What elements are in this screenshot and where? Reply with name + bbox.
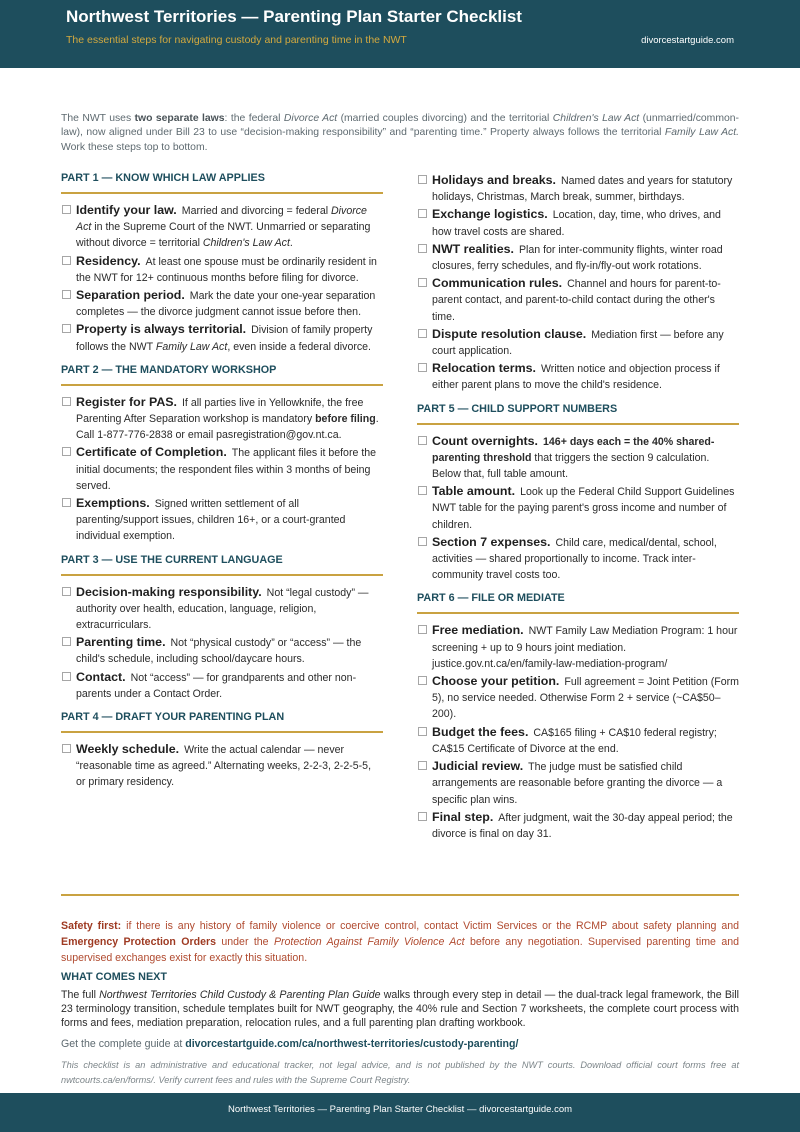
item-title: Choose your petition. (432, 674, 560, 689)
item-title: Contact. (76, 669, 126, 684)
item-title: Residency. (76, 253, 141, 268)
checklist-item[interactable] (417, 433, 739, 483)
item-title: Count overnights. (432, 433, 539, 448)
intro-italic: Children's Law Act (552, 113, 640, 124)
part-3-heading: PART 3 — USE THE CURRENT LANGUAGE (61, 554, 383, 576)
safety-text: before any negotiation. Supervised parenting time and supervised exchanges exist for exactly this situation. (61, 936, 739, 964)
checklist-item[interactable] (61, 321, 383, 354)
checkbox[interactable] (418, 727, 427, 736)
item-title: Relocation terms. (432, 361, 536, 376)
item-text: Channel and hours for parent-to-parent contact, and parent-to-child contact during the other's time. (432, 278, 721, 323)
item-title: Table amount. (432, 484, 516, 499)
item-text: If all parties live in Yellowknife, the free Parenting After Separation workshop is mandatory (76, 396, 364, 426)
checklist-item[interactable] (417, 360, 739, 393)
item-text: Write the actual calendar — never “reasonable time as agreed.” Alternating weeks, 2-2-3, 2-2-5-5, or primary residency. (76, 744, 372, 789)
checkbox[interactable] (418, 761, 427, 770)
intro-italic: Family Law Act. (664, 127, 739, 139)
right-column (417, 172, 739, 843)
item-text: The judge must be satisfied child arrangements are reasonable before granting the divorce — a specific plan wins. (432, 761, 723, 806)
intro-text: (married couples divorcing) and the territorial (337, 113, 553, 124)
part-4-heading: PART 4 — DRAFT YOUR PARENTING PLAN (61, 711, 383, 733)
item-title: Decision-making responsibility. (76, 584, 262, 599)
what-comes-next-text (61, 988, 739, 1030)
guide-link[interactable]: divorcestartguide.com/ca/northwest-territories/custody-parenting/ (185, 1038, 519, 1050)
checkbox[interactable] (418, 175, 427, 184)
disclaimer: This checklist is an administrative and educational tracker, not legal advice, and is not published by the NWT courts. Download official court forms free at nwtcourts.ca/en/forms/. Verify current fees and rules with the Supreme Court Registry. (61, 1060, 739, 1085)
intro-text: : the federal (224, 113, 284, 124)
checklist-item[interactable] (61, 495, 383, 545)
item-title: Free mediation. (432, 623, 524, 638)
checklist-item[interactable] (417, 809, 739, 842)
checkbox[interactable] (62, 447, 71, 456)
checkbox[interactable] (62, 205, 71, 214)
next-text: walks through every step in detail — the dual-track legal framework, the Bill 23 terminology transition, schedule templates built for NWT geography, the 40% rule and Section 7 worksheets, the complete court process with forms and fees, mediation preparation, relocation rules, and a full parenting plan drafting workbook. (61, 989, 739, 1029)
item-text: Named dates and years for statutory holidays, Christmas, March break, summer, birthdays. (432, 175, 733, 204)
item-title: Weekly schedule. (76, 742, 180, 757)
item-text: Location, day, time, who drives, and how travel costs are shared. (432, 209, 721, 238)
item-text: At least one spouse must be ordinarily resident in the NWT for 12+ continuous months before filing for divorce. (76, 255, 377, 284)
item-text: Not “access” — for grandparents and other non-parents under a Contact Order. (76, 671, 357, 700)
checklist-item[interactable] (61, 287, 383, 320)
item-text: Signed written settlement of all parenting/support issues, children 16+, or a court-granted individual exemption. (76, 498, 346, 543)
item-title: Dispute resolution clause. (432, 326, 587, 341)
item-italic: Children's Law Act (202, 237, 290, 250)
guide-prefix: Get the complete guide at (61, 1038, 186, 1050)
checklist-item[interactable] (61, 584, 383, 634)
item-text: that triggers the section 9 calculation. Below that, full table amount. (432, 451, 710, 481)
checklist-item[interactable] (417, 724, 739, 757)
header-site: divorcestartguide.com (641, 35, 734, 46)
left-column (61, 172, 383, 792)
item-text: Look up the Federal Child Support Guidelines NWT table for the paying parent's gross income and number of children. (432, 486, 735, 531)
checkbox[interactable] (418, 278, 427, 287)
item-text: Child care, medical/dental, school, activities — shared proportionally to income. Track inter-community travel costs too. (432, 536, 717, 582)
intro-bold: two separate laws (134, 113, 225, 124)
checkbox[interactable] (418, 676, 427, 685)
item-text: Not “legal custody” — authority over health, education, language, religion, extracurriculars. (76, 586, 369, 632)
checkbox[interactable] (418, 537, 427, 546)
section-divider (61, 894, 739, 896)
item-text: Not “physical custody” or “access” — the child's schedule, including school/daycare hours. (76, 637, 362, 666)
item-italic: Divorce Act (76, 205, 367, 234)
item-title: Exemptions. (76, 496, 150, 511)
intro-text: Work these steps top to bottom. (61, 141, 208, 153)
checklist-item[interactable] (417, 758, 739, 808)
safety-notice (61, 918, 739, 966)
checkbox[interactable] (418, 436, 427, 445)
item-text: , even inside a federal divorce. (227, 340, 372, 353)
item-title: Exchange logistics. (432, 207, 548, 222)
item-title: Budget the fees. (432, 724, 529, 739)
checklist-item[interactable] (417, 534, 739, 584)
item-title: Holidays and breaks. (432, 173, 556, 187)
part-5-heading: PART 5 — CHILD SUPPORT NUMBERS (417, 403, 739, 425)
item-text: Mark the date your one-year separation completes — the divorce judgment cannot issue before then. (76, 290, 376, 319)
item-title: Identify your law. (76, 203, 177, 217)
safety-text: under the (216, 936, 274, 948)
checkbox[interactable] (62, 498, 71, 507)
checkbox[interactable] (418, 209, 427, 218)
page-subtitle: The essential steps for navigating custody and parenting time in the NWT (66, 34, 407, 46)
part-1-heading: PART 1 — KNOW WHICH LAW APPLIES (61, 172, 383, 194)
checkbox[interactable] (418, 244, 427, 253)
next-text: The full (61, 989, 100, 1001)
checkbox[interactable] (418, 363, 427, 372)
checkbox[interactable] (62, 397, 71, 406)
item-text: Mediation first — before any court application. (432, 328, 724, 358)
item-bold: 146+ days each = the 40% shared-parenting threshold (432, 435, 715, 464)
item-text: Plan for inter-community flights, winter road closures, ferry schedules, and fly-in/fly-out work rotations. (432, 243, 723, 273)
item-text: Division of family property follows the NWT (76, 324, 373, 353)
intro-paragraph (61, 112, 739, 155)
item-text: CA$165 filing + CA$10 federal registry; CA$15 Certificate of Divorce at the end. (432, 726, 717, 755)
checklist-item[interactable] (61, 741, 383, 791)
item-text: After judgment, wait the 30-day appeal period; the divorce is final on day 31. (432, 811, 733, 840)
item-text: . (289, 237, 293, 250)
checklist-item[interactable] (417, 172, 739, 205)
checkbox[interactable] (62, 637, 71, 646)
checklist-item[interactable] (417, 622, 739, 672)
item-title: Section 7 expenses. (432, 534, 551, 549)
page-title: Northwest Territories — Parenting Plan Starter Checklist (66, 7, 522, 26)
checklist-item[interactable] (417, 673, 739, 723)
checklist-item[interactable] (417, 241, 739, 274)
checklist-item[interactable] (61, 444, 383, 494)
footer-text: Northwest Territories — Parenting Plan Starter Checklist — divorcestartguide.com (227, 1104, 573, 1115)
safety-text: if there is any history of family violence or coercive control, contact Victim Services or the RCMP about safety planning and (121, 920, 739, 932)
item-title: NWT realities. (432, 241, 514, 256)
safety-label: Safety first: (61, 920, 122, 932)
header-banner (0, 0, 800, 68)
guide-title: Northwest Territories Child Custody & Parenting Plan Guide (99, 989, 381, 1001)
what-comes-next-heading: WHAT COMES NEXT (61, 971, 167, 983)
checkbox[interactable] (418, 486, 427, 495)
item-text: The applicant files it before the initial documents; the respondent files within 3 months of being served. (76, 447, 377, 492)
part-6-heading: PART 6 — FILE OR MEDIATE (417, 592, 739, 614)
checkbox[interactable] (62, 744, 71, 753)
checklist-item[interactable] (61, 253, 383, 286)
item-title: Register for PAS. (76, 394, 177, 409)
intro-italic: Divorce Act (283, 113, 338, 124)
checkbox[interactable] (62, 324, 71, 333)
item-title: Property is always territorial. (76, 322, 247, 337)
item-text: Married and divorcing = federal (181, 205, 332, 217)
checklist-item[interactable] (417, 206, 739, 239)
item-title: Separation period. (76, 288, 185, 303)
item-text: NWT Family Law Mediation Program: 1 hour screening + up to 9 hours joint mediation. justice.gov.nt.ca/en/family-law-mediation-program/ (432, 625, 738, 670)
item-text: Written notice and objection process if either parent plans to move the child's residence. (432, 363, 720, 392)
checkbox[interactable] (418, 329, 427, 338)
item-title: Final step. (432, 809, 494, 824)
item-title: Communication rules. (432, 276, 563, 291)
safety-bold: Emergency Protection Orders (61, 936, 216, 948)
item-text: . Call 1-877-776-2838 or email pasregistration@gov.nt.ca. (76, 413, 379, 442)
checklist-item[interactable] (417, 483, 739, 533)
checklist-item[interactable] (61, 669, 383, 702)
guide-link-line (61, 1038, 518, 1050)
checkbox[interactable] (418, 812, 427, 821)
part-2-heading: PART 2 — THE MANDATORY WORKSHOP (61, 364, 383, 386)
checkbox[interactable] (418, 625, 427, 634)
intro-text: (unmarried/common-law), now aligned under Bill 23 to use “decision-making responsibility” and “parenting time.” Property always follows the territorial (61, 113, 740, 139)
item-bold: before filing (315, 413, 376, 426)
item-title: Certificate of Completion. (76, 445, 227, 460)
checklist-item[interactable] (61, 202, 383, 252)
footer-banner (0, 1093, 800, 1132)
safety-italic: Protection Against Family Violence Act (273, 936, 465, 948)
item-text: in the Supreme Court of the NWT. Unmarried or separating without divorce = territorial (76, 221, 371, 250)
item-italic: Family Law Act (155, 340, 228, 353)
checkbox[interactable] (62, 290, 71, 299)
checkbox[interactable] (62, 256, 71, 265)
item-text: Full agreement = Joint Petition (Form 5), no service needed. Otherwise Form 2 + service (~CA$50–200). (432, 676, 739, 721)
checklist-item[interactable] (61, 634, 383, 667)
item-title: Parenting time. (76, 635, 166, 650)
checklist-item[interactable] (417, 275, 739, 325)
intro-text: The NWT uses (61, 113, 135, 124)
checklist-item[interactable] (417, 326, 739, 359)
checkbox[interactable] (62, 587, 71, 596)
checkbox[interactable] (62, 672, 71, 681)
item-title: Judicial review. (432, 759, 524, 774)
checklist-item[interactable] (61, 394, 383, 444)
